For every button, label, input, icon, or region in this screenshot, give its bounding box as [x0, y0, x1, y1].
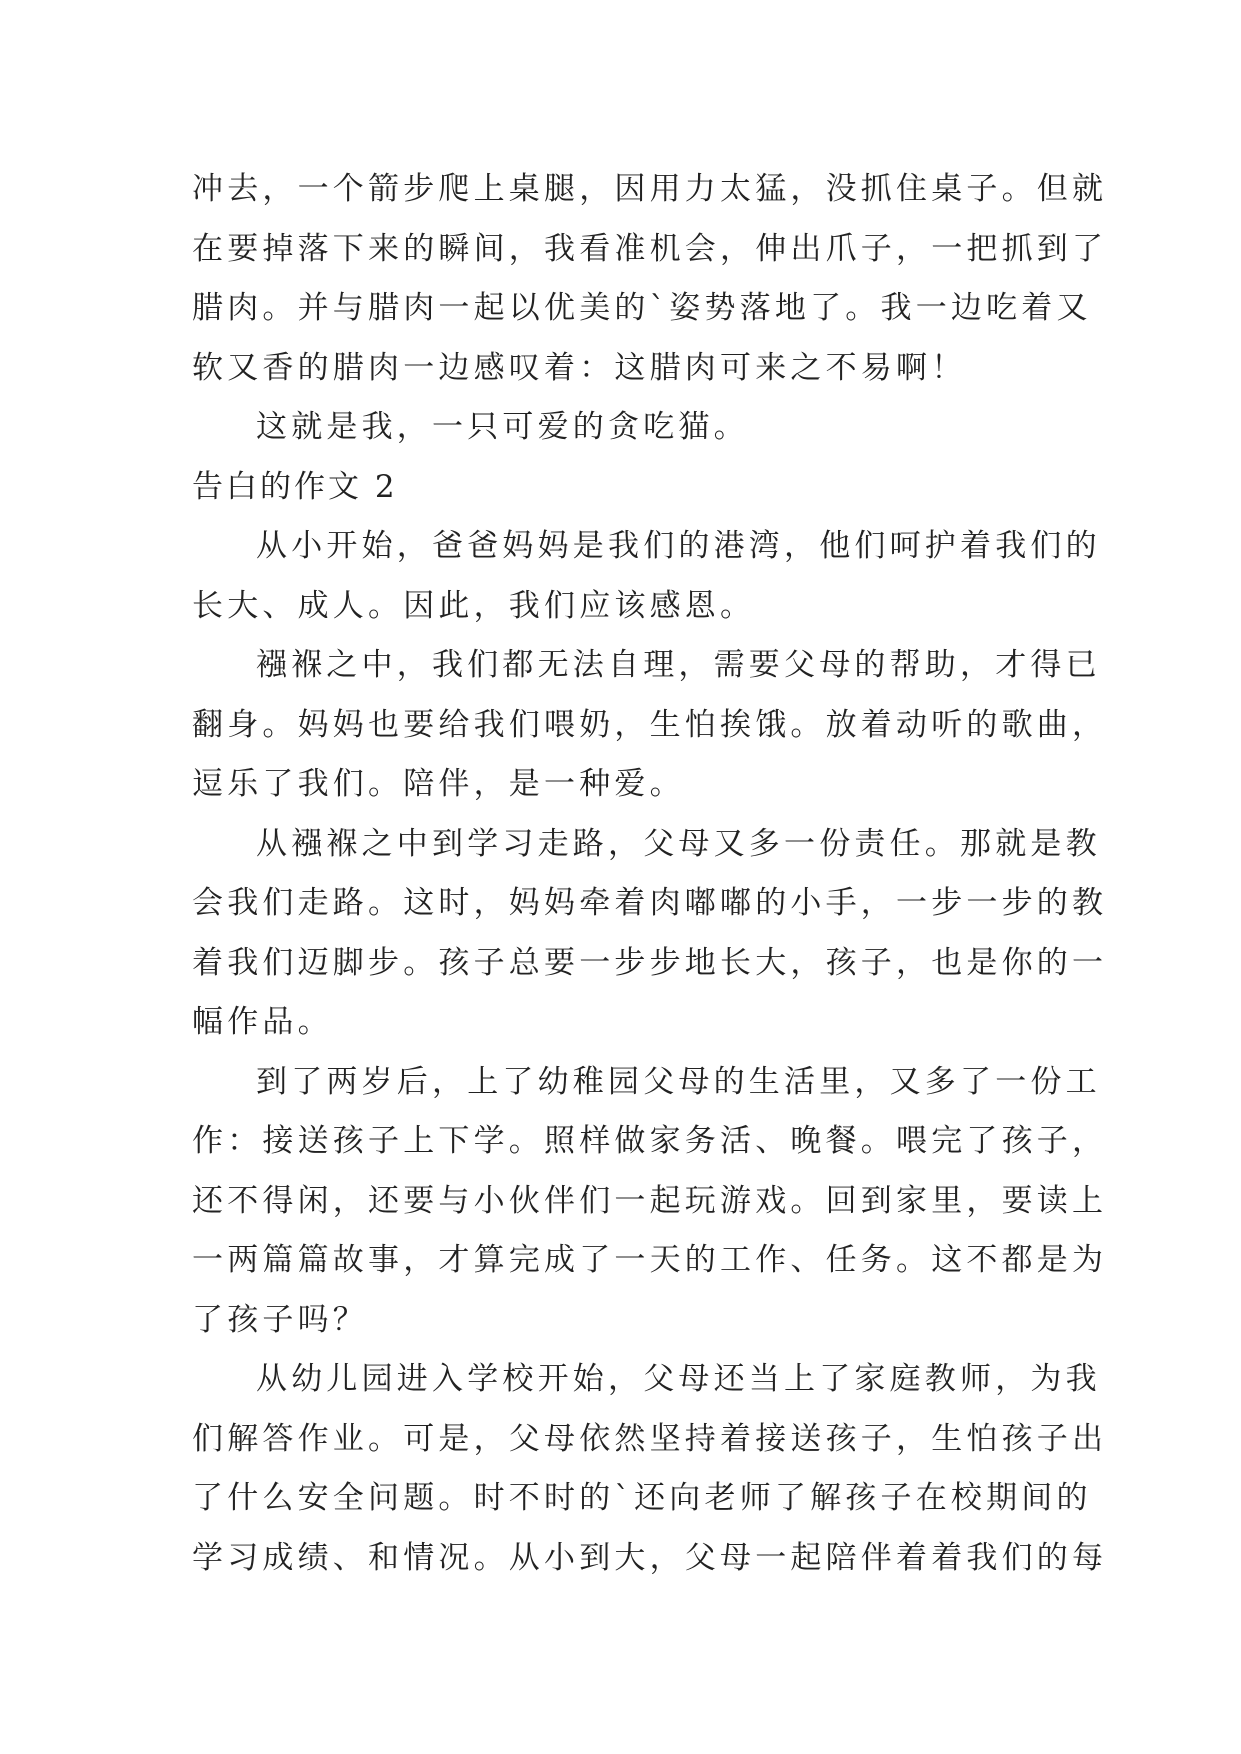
- text-line: 一两篇篇故事，才算完成了一天的工作、任务。这不都是为: [192, 1242, 1108, 1278]
- section-heading: 告白的作文 2: [192, 468, 398, 505]
- text-line: 逗乐了我们。陪伴，是一种爱。: [192, 766, 685, 802]
- text-line: 着我们迈脚步。孩子总要一步步地长大，孩子，也是你的一: [192, 944, 1108, 981]
- text-line: 长大、成人。因此，我们应该感恩。: [192, 587, 756, 624]
- text-line: 学习成绩、和情况。从小到大，父母一起陪伴着着我们的每: [192, 1539, 1108, 1576]
- paragraph-start-line: 这就是我，一只可爱的贪吃猫。: [256, 409, 749, 445]
- text-line: 幅作品。: [192, 1004, 333, 1040]
- text-line: 还不得闲，还要与小伙伴们一起玩游戏。回到家里，要读上: [192, 1182, 1108, 1219]
- text-line: 会我们走路。这时，妈妈牵着肉嘟嘟的小手，一步一步的教: [192, 885, 1108, 921]
- text-line: 腊肉。并与腊肉一起以优美的`姿势落地了。我一边吃着又: [192, 290, 1092, 326]
- text-line: 作：接送孩子上下学。照样做家务活、晚餐。喂完了孩子，: [192, 1123, 1108, 1159]
- paragraph-start-line: 从小开始，爸爸妈妈是我们的港湾，他们呵护着我们的: [256, 528, 1101, 564]
- text-line: 们解答作业。可是，父母依然坚持着接送孩子，生怕孩子出: [192, 1420, 1108, 1457]
- text-line: 翻身。妈妈也要给我们喂奶，生怕挨饿。放着动听的歌曲，: [192, 706, 1108, 743]
- paragraph-start-line: 从襁褓之中到学习走路，父母又多一份责任。那就是教: [256, 825, 1101, 862]
- paragraph-start-line: 从幼儿园进入学校开始，父母还当上了家庭教师，为我: [256, 1361, 1101, 1397]
- paragraph-start-line: 襁褓之中，我们都无法自理，需要父母的帮助，才得已: [256, 647, 1101, 683]
- text-line: 了孩子吗？: [192, 1301, 368, 1338]
- text-line: 在要掉落下来的瞬间，我看准机会，伸出爪子，一把抓到了: [192, 230, 1108, 267]
- text-line: 了什么安全问题。时不时的`还向老师了解孩子在校期间的: [192, 1480, 1092, 1516]
- document-body: [192, 160, 1108, 1588]
- paragraph-start-line: 到了两岁后，上了幼稚园父母的生活里，又多了一份工: [256, 1063, 1101, 1100]
- text-line: 冲去，一个箭步爬上桌腿，因用力太猛，没抓住桌子。但就: [192, 171, 1108, 207]
- text-line: 软又香的腊肉一边感叹着：这腊肉可来之不易啊！: [192, 349, 967, 386]
